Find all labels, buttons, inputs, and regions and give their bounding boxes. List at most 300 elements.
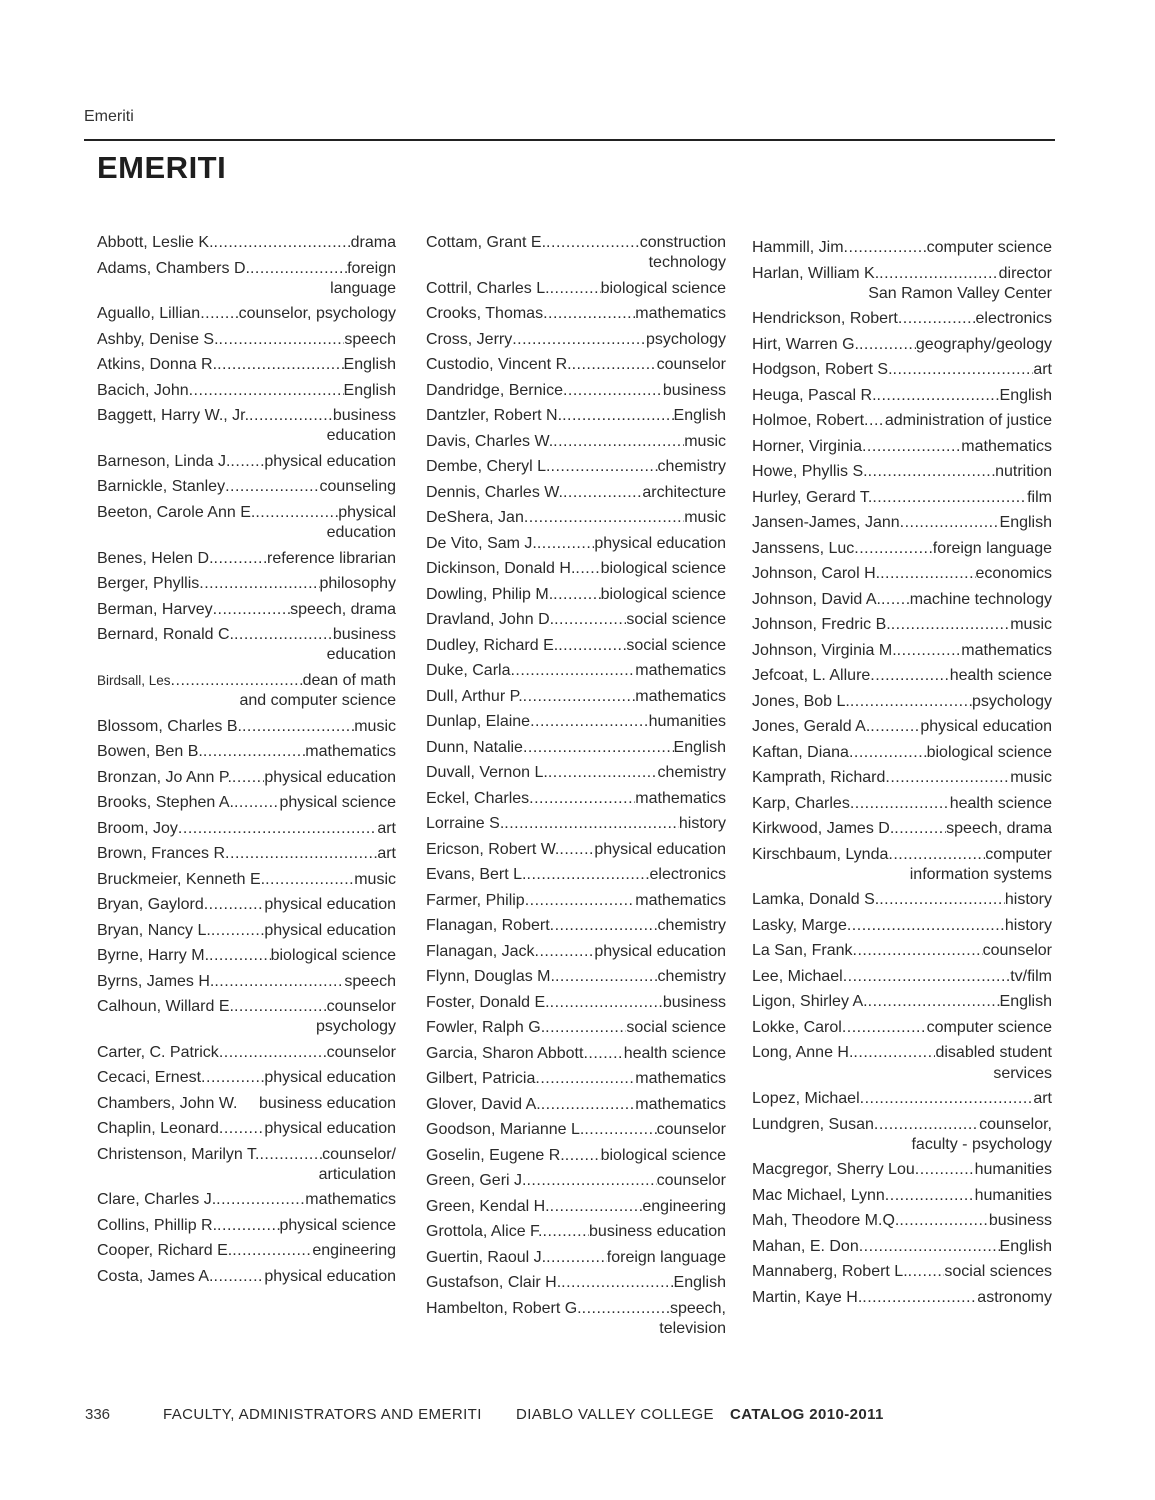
emeritus-entry [752,360,1052,380]
emeritus-name: Gustafson, Clair H. [426,1274,562,1292]
dot-leader [850,794,950,814]
dot-leader [523,738,674,758]
emeritus-department: counselor, [979,1115,1052,1133]
emeritus-entry [426,1222,726,1242]
emeritus-department: computer science [926,1018,1052,1036]
emeritus-entry [97,600,396,620]
dot-leader [535,1069,635,1089]
emeritus-name: Lasky, Marge [752,916,847,934]
emeritus-entry [97,717,396,737]
emeritus-name: Ericson, Robert W. [426,840,560,858]
emeritus-department: mathematics [635,687,726,705]
emeritus-department-continued: television [659,1319,726,1337]
emeritus-department: foreign [347,259,396,277]
emeritus-name: Blossom, Charles B. [97,717,242,735]
emeritus-department: English [673,407,726,425]
emeritus-name: Byrne, Harry M. [97,947,210,965]
emeritus-name: Johnson, David A. [752,590,881,608]
emeritus-department: geography/geology [915,335,1052,353]
dot-leader [551,457,658,477]
emeritus-entry [426,585,726,605]
emeritus-entry [426,610,726,630]
emeritus-name: Kaftan, Diana [752,743,849,761]
emeritus-department: biological science [600,560,726,578]
emeritus-department: biological science [926,743,1052,761]
dot-leader [524,508,684,528]
emeritus-department: mathematics [635,662,726,680]
emeritus-department: physical science [279,794,396,812]
emeritus-department: mathematics [635,305,726,323]
emeritus-name: Johnson, Virginia M. [752,641,897,659]
emeritus-name: Gilbert, Patricia [426,1070,536,1088]
emeritus-entry [97,503,396,543]
emeritus-department: computer [985,845,1052,863]
dot-leader [201,1068,264,1088]
emeritus-entry [97,381,396,401]
emeritus-department: physical science [279,1216,396,1234]
dot-leader [562,406,673,426]
dot-leader [847,916,1005,936]
emeritus-department-continued: education [326,524,396,542]
emeritus-entry [97,1241,396,1261]
emeritus-entry [97,477,396,497]
emeritus-entry [426,1095,726,1115]
emeritus-entry [752,1089,1052,1109]
dot-leader [219,1043,327,1063]
emeritus-entry [97,793,396,813]
emeritus-entry [752,1018,1052,1038]
emeritus-name: Brooks, Stephen A. [97,794,234,812]
emeritus-entry [426,279,726,299]
emeritus-department: English [673,1274,726,1292]
dot-leader [893,360,1034,380]
emeritus-department: physical education [264,921,396,939]
emeritus-name: Kamprath, Richard [752,769,886,787]
dot-leader [559,840,594,860]
emeritus-entry [752,437,1052,457]
emeritus-department: social science [626,611,726,629]
dot-leader [530,712,649,732]
dot-leader [881,590,910,610]
emeritus-name: Duke, Carla [426,662,511,680]
footer-section: FACULTY, ADMINISTRATORS AND EMERITI [163,1406,482,1423]
emeritus-department: counselor [656,1121,726,1139]
emeritus-name: Jansen-James, Jann [752,514,900,532]
dot-leader [554,610,626,630]
dot-leader [877,386,1000,406]
emeritus-name: Janssens, Luc [752,539,855,557]
emeritus-name: Bacich, John [97,381,189,399]
emeritus-entry [752,890,1052,910]
emeritus-department: physical education [264,452,396,470]
dot-leader [535,942,595,962]
dot-leader [217,355,343,375]
emeritus-department-continued: faculty - psychology [911,1135,1052,1153]
emeritus-entry [426,1171,726,1191]
emeritus-department: art [377,845,396,863]
emeritus-entry [426,406,726,426]
dot-leader [853,941,983,961]
dot-leader [897,641,962,661]
emeritus-department: business [332,407,396,425]
emeritus-name: DeShera, Jan [426,509,524,527]
emeritus-entry [752,335,1052,355]
dot-leader [550,1197,643,1217]
emeritus-entry [426,559,726,579]
emeritus-entry [97,330,396,350]
emeritus-department: speech, [669,1299,726,1317]
dot-leader [546,1248,607,1268]
emeritus-entry [97,574,396,594]
dot-leader [527,865,650,885]
dot-leader [543,304,635,324]
emeritus-name: Davis, Charles W. [426,432,554,450]
emeritus-name: Holmoe, Robert [752,412,865,430]
emeritus-department: music [684,509,726,527]
emeritus-department: chemistry [657,764,726,782]
emeritus-name: Ashby, Denise S. [97,330,219,348]
emeritus-name: Dravland, John D. [426,611,555,629]
emeritus-department: music [354,717,396,735]
emeritus-entry [97,625,396,665]
column-1 [97,233,396,1292]
emeritus-department: astronomy [977,1288,1052,1306]
emeritus-name: Dantzler, Robert N. [426,407,563,425]
emeritus-department: psychology [971,692,1052,710]
emeritus-entry [97,1119,396,1139]
emeritus-department-continued: education [326,646,396,664]
emeritus-entry [97,946,396,966]
emeritus-name: Hirt, Warren G. [752,335,859,353]
emeritus-department: speech [344,972,396,990]
emeritus-name: Lorraine S. [426,815,505,833]
dot-leader [880,564,975,584]
dot-leader [575,559,600,579]
emeritus-name: Carter, C. Patrick [97,1043,219,1061]
dot-leader [219,1119,264,1139]
emeritus-name: Ligon, Shirley A. [752,993,868,1011]
dot-leader [546,233,640,253]
emeritus-department: physical education [920,718,1052,736]
footer-college: DIABLO VALLEY COLLEGE [516,1406,714,1423]
emeritus-entry [752,615,1052,635]
dot-leader [545,1018,626,1038]
emeritus-name: Dandridge, Bernice [426,381,563,399]
emeritus-name: Lamka, Donald S. [752,891,880,909]
emeritus-name: Howe, Phyllis S. [752,463,868,481]
emeritus-department: business [662,381,726,399]
emeritus-name: Bernard, Ronald C. [97,626,234,644]
emeritus-name: Kirkwood, James D. [752,820,895,838]
emeritus-entry [752,564,1052,584]
emeritus-entry [97,819,396,839]
emeritus-department: history [678,815,726,833]
emeritus-name: Berman, Harvey [97,600,213,618]
emeritus-name: Johnson, Carol H. [752,565,881,583]
emeritus-department: mathematics [635,789,726,807]
dot-leader [584,1120,656,1140]
emeritus-name: Hammill, Jim [752,239,844,256]
emeritus-name: Cooper, Richard E. [97,1242,233,1260]
dot-leader [548,763,658,783]
emeritus-entry [752,1237,1052,1257]
emeritus-department: chemistry [657,458,726,476]
dot-leader [550,279,601,299]
emeritus-entry [97,1190,396,1210]
emeritus-entry [426,330,726,350]
emeritus-name: Dembe, Cheryl L. [426,458,551,476]
dot-leader [259,1145,322,1165]
emeritus-entry [752,967,1052,987]
emeritus-department: music [1010,769,1052,787]
emeritus-name: Clare, Charles J. [97,1191,217,1209]
dot-leader [850,692,972,712]
emeritus-department-continued: education [326,427,396,445]
dot-leader [232,1241,312,1261]
emeritus-department: business education [259,1094,396,1112]
emeritus-name: Foster, Donald E. [426,993,550,1011]
dot-leader [859,1237,1000,1257]
emeritus-department: humanities [648,713,726,731]
emeritus-department: architecture [642,483,726,501]
dot-leader [915,1160,975,1180]
dot-leader [214,972,344,992]
emeritus-name: Birdsall, Les [97,672,171,688]
emeritus-department: humanities [974,1186,1052,1204]
emeritus-entry [426,814,726,834]
emeritus-department: business [332,626,396,644]
emeritus-name: Cottril, Charles L. [426,279,550,297]
emeritus-department: English [343,381,396,399]
emeritus-entry [426,508,726,528]
emeritus-entry [426,483,726,503]
dot-leader [249,406,333,426]
dot-leader [860,1089,1034,1109]
emeritus-entry [752,794,1052,814]
emeritus-entry [752,309,1052,329]
emeritus-name: Jones, Bob L. [752,692,850,710]
emeritus-name: Goodson, Marianne L. [426,1121,585,1139]
emeritus-department-continued: and computer science [239,692,396,710]
emeritus-entry [752,743,1052,763]
emeritus-department: social science [626,1019,726,1037]
dot-leader [550,916,658,936]
emeritus-department: counselor, psychology [238,305,396,323]
dot-leader [189,381,344,401]
emeritus-department-continued: services [993,1064,1052,1082]
emeritus-department: English [999,993,1052,1011]
emeritus-department: physical education [264,1069,396,1087]
emeritus-entry [426,916,726,936]
dot-leader [211,921,265,941]
emeritus-entry [752,411,1052,431]
emeritus-entry [752,386,1052,406]
emeritus-department-continued: technology [648,254,726,272]
emeritus-entry [752,666,1052,686]
emeritus-department: counselor [656,356,726,374]
emeritus-department: music [354,870,396,888]
emeritus-name: Hurley, Gerard T. [752,488,873,506]
emeritus-entry [752,692,1052,712]
emeritus-department: administration of justice [884,412,1052,430]
emeritus-name: Green, Kendal H. [426,1197,550,1215]
emeritus-entry [752,488,1052,508]
emeritus-name: Hendrickson, Robert [752,310,898,328]
emeritus-entry [426,789,726,809]
emeritus-entry [426,1044,726,1064]
emeritus-entry [426,1069,726,1089]
emeritus-entry [97,972,396,992]
emeritus-name: Byrns, James H. [97,972,215,990]
emeritus-department: disabled student [935,1044,1052,1062]
emeritus-name: Grottola, Alice F. [426,1223,543,1241]
emeritus-name: Lundgren, Susan [752,1115,874,1133]
dot-leader [844,238,927,258]
emeritus-name: Mah, Theodore M.Q. [752,1212,900,1230]
emeritus-department: art [377,819,396,837]
emeritus-name: Goselin, Eugene R. [426,1146,565,1164]
dot-leader [242,717,354,737]
emeritus-department: counselor [656,1172,726,1190]
dot-leader [853,1043,935,1063]
emeritus-entry [752,539,1052,559]
emeritus-name: Collins, Phillip R. [97,1216,218,1234]
dot-leader [565,1146,601,1166]
emeritus-department: business [662,993,726,1011]
dot-leader [862,437,961,457]
emeritus-name: Jones, Gerald A. [752,718,871,736]
emeritus-entry [426,712,726,732]
emeritus-department: business education [589,1223,726,1241]
emeritus-department: physical education [264,768,396,786]
dot-leader [200,304,238,324]
dot-leader [862,1288,977,1308]
dot-leader [894,819,946,839]
dot-leader [232,768,264,788]
emeritus-name: Dunn, Natalie [426,738,523,756]
emeritus-name: Flanagan, Robert [426,917,550,935]
emeritus-entry [97,233,396,253]
emeritus-entry [426,865,726,885]
dot-leader [217,1216,279,1236]
emeritus-department: social sciences [944,1263,1052,1281]
emeritus-entry [97,870,396,890]
emeritus-department: biological science [600,1146,726,1164]
emeritus-name: Martin, Kaye H. [752,1288,863,1306]
emeritus-name: Bruckmeier, Kenneth E. [97,870,266,888]
emeritus-department: engineering [642,1197,726,1215]
dot-leader [529,789,635,809]
header-rule [84,139,1055,141]
dot-leader [870,666,949,686]
emeritus-department: electronics [649,866,726,884]
dot-leader [899,1211,989,1231]
dot-leader [864,411,885,431]
emeritus-entry [426,534,726,554]
emeritus-name: Cottam, Grant E. [426,234,547,251]
emeritus-name: Chambers, John W. [97,1094,238,1112]
emeritus-entry [97,768,396,788]
emeritus-department: psychology [645,330,726,348]
emeritus-name: Aguallo, Lillian [97,305,201,323]
emeritus-entry [426,355,726,375]
emeritus-name: Evans, Bert L. [426,866,527,884]
emeritus-entry [426,1248,726,1268]
emeritus-department: computer science [926,239,1052,256]
emeritus-department: electronics [975,310,1052,328]
emeritus-name: Cross, Jerry [426,330,513,348]
emeritus-department: counselor/ [322,1145,396,1163]
dot-leader [225,477,319,497]
dot-leader [868,992,1000,1012]
dot-leader [510,661,635,681]
emeritus-department: history [1004,891,1052,909]
emeritus-department-continued: articulation [318,1165,396,1183]
dot-leader [214,1267,265,1287]
emeritus-entry [426,1197,726,1217]
emeritus-entry [97,452,396,472]
dot-leader [214,549,268,569]
emeritus-department: mathematics [635,1070,726,1088]
emeritus-entry [97,671,396,711]
emeritus-entry [97,355,396,375]
emeritus-name: Broom, Joy [97,819,178,837]
emeritus-name: Jefcoat, L. Allure [752,667,871,685]
dot-leader [213,600,291,620]
dot-leader [204,895,265,915]
emeritus-name: Abbott, Leslie K. [97,234,214,251]
emeritus-entry [752,768,1052,788]
emeritus-name: Berger, Phyllis [97,575,200,593]
footer-catalog: CATALOG 2010-2011 [730,1406,884,1423]
dot-leader [543,1222,590,1242]
emeritus-entry [752,641,1052,661]
emeritus-department: biological science [270,947,396,965]
emeritus-department: social science [626,636,726,654]
emeritus-name: Heuga, Pascal R. [752,386,877,404]
emeritus-entry [97,406,396,446]
emeritus-entry [426,636,726,656]
page-number: 336 [85,1406,111,1423]
dot-leader [199,574,319,594]
emeritus-department: counselor [982,942,1052,960]
emeritus-name: Barneson, Linda J. [97,452,231,470]
emeritus-department: counseling [319,478,396,496]
emeritus-department: health science [623,1044,726,1062]
emeritus-entry [752,1043,1052,1083]
emeritus-department: dean of math [302,671,396,689]
emeritus-entry [426,891,726,911]
emeritus-department: music [684,432,726,450]
emeritus-department: counselor [326,998,396,1016]
emeritus-entry [752,462,1052,482]
emeritus-department: mathematics [305,1191,396,1209]
dot-leader [209,946,271,966]
emeritus-entry [752,1288,1052,1308]
column-3 [752,238,1052,1313]
emeritus-name: Mahan, E. Don [752,1237,859,1255]
dot-leader [563,483,642,503]
emeritus-name: Farmer, Philip [426,891,525,909]
emeritus-department-continued: San Ramon Valley Center [868,284,1052,302]
emeritus-name: Kirschbaum, Lynda [752,845,889,863]
dot-leader [879,264,999,284]
emeritus-department: economics [975,565,1052,583]
dot-leader [250,259,347,279]
dot-leader [171,671,303,691]
emeritus-entry [97,304,396,324]
emeritus-name: Dudley, Richard E. [426,636,559,654]
